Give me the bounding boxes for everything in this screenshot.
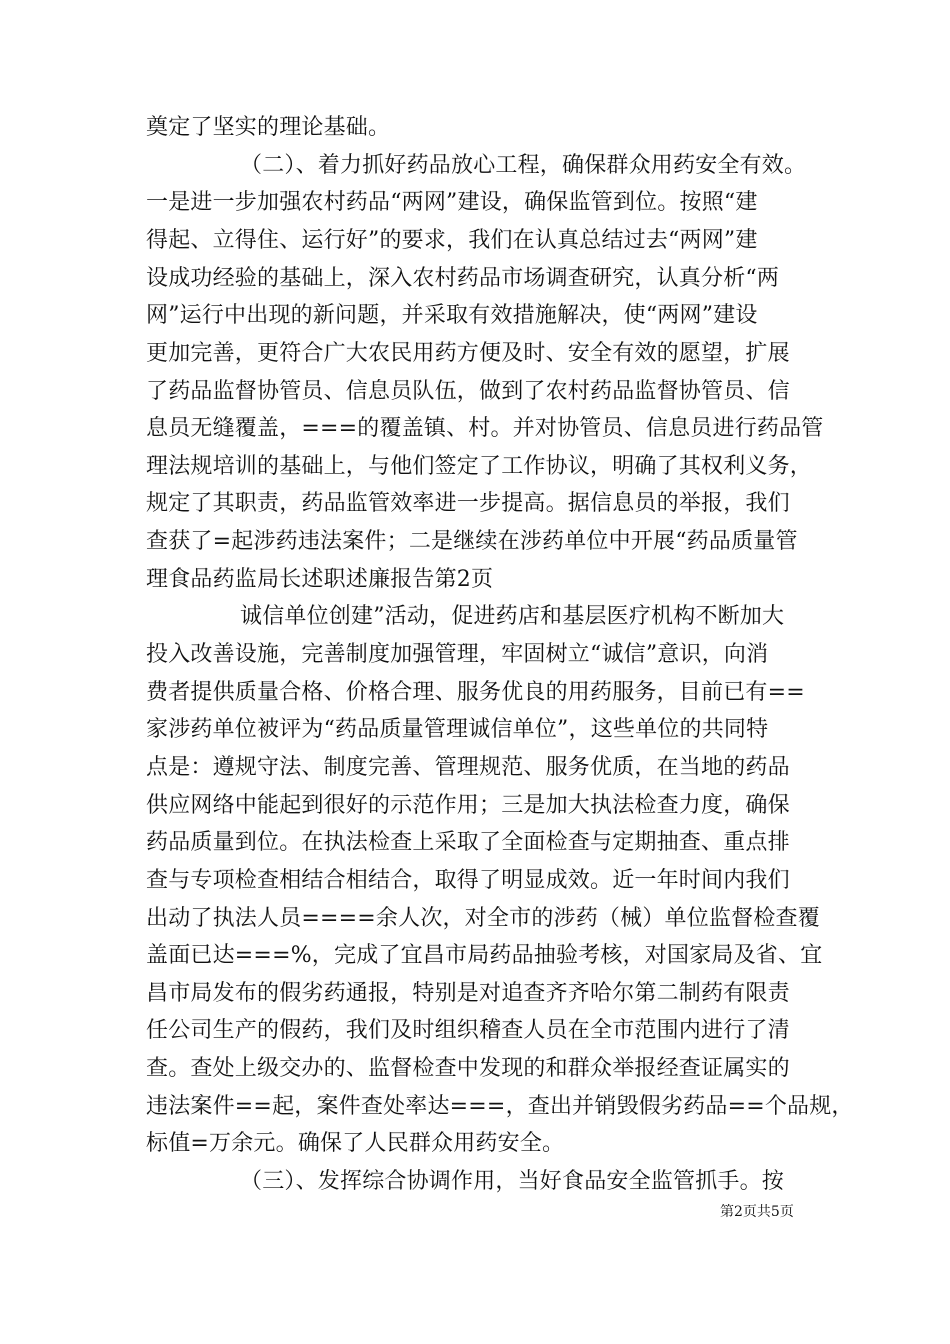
section-heading: （二）、着力抓好药品放心工程，确保群众用药安全有效。 [240,153,807,178]
section-heading: （三）、发挥综合协调作用，当好食品安全监管抓手。按 [240,1169,785,1194]
text-line: 规定了其职责，药品监管效率进一步提高。据信息员的举报，我们 [146,491,790,516]
text-line: 理法规培训的基础上，与他们签定了工作协议，明确了其权利义务， [146,454,813,479]
text-line: 设成功经验的基础上，深入农村药品市场调查研究，认真分析“两 [146,266,780,291]
text-line: 得起、立得住、运行好”的要求，我们在认真总结过去“两网”建 [146,228,758,253]
text-line: 供应网络中能起到很好的示范作用；三是加大执法检查力度，确保 [146,793,790,818]
text-line: 昌市局发布的假劣药通报，特别是对追查齐齐哈尔第二制药有限责 [146,981,790,1006]
text-line: 查。查处上级交办的、监督检查中发现的和群众举报经查证属实的 [146,1056,790,1081]
text-line: 点是：遵规守法、制度完善、管理规范、服务优质，在当地的药品 [146,755,790,780]
text-line: 投入改善设施，完善制度加强管理，牢固树立“诚信”意识，向消 [146,642,769,667]
page-number: 第2页共5页 [720,1204,794,1220]
text-line: 理食品药监局长述职述廉报告第2页 [146,567,494,592]
text-line: 更加完善，更符合广大农民用药方便及时、安全有效的愿望，扩展 [146,341,790,366]
text-line: 奠定了坚实的理论基础。 [146,115,391,140]
text-line: 息员无缝覆盖，===的覆盖镇、村。并对协管员、信息员进行药品管 [146,416,824,441]
text-line: 费者提供质量合格、价格合理、服务优良的用药服务，目前已有== [146,680,805,705]
text-line: 一是进一步加强农村药品“两网”建设，确保监管到位。按照“建 [146,190,758,215]
text-line: 诚信单位创建”活动，促进药店和基层医疗机构不断加大 [240,604,785,629]
text-line: 出动了执法人员====余人次，对全市的涉药（械）单位监督检查覆 [146,906,820,931]
text-line: 盖面已达===%，完成了宜昌市局药品抽验考核，对国家局及省、宜 [146,943,823,968]
text-line: 药品质量到位。在执法检查上采取了全面检查与定期抽查、重点排 [146,830,790,855]
text-line: 家涉药单位被评为“药品质量管理诚信单位”，这些单位的共同特 [146,717,769,742]
text-line: 网”运行中出现的新问题，并采取有效措施解决，使“两网”建设 [146,303,758,328]
text-line: 了药品监督协管员、信息员队伍，做到了农村药品监督协管员、信 [146,379,790,404]
text-line: 任公司生产的假药，我们及时组织稽查人员在全市范围内进行了清 [146,1018,790,1043]
text-line: 查获了=起涉药违法案件；二是继续在涉药单位中开展“药品质量管 [146,529,798,554]
text-line: 标值=万余元。确保了人民群众用药安全。 [146,1131,565,1156]
text-line: 违法案件==起，案件查处率达===，查出并销毁假劣药品==个品规， [146,1094,854,1119]
text-line: 查与专项检查相结合相结合，取得了明显成效。近一年时间内我们 [146,868,790,893]
